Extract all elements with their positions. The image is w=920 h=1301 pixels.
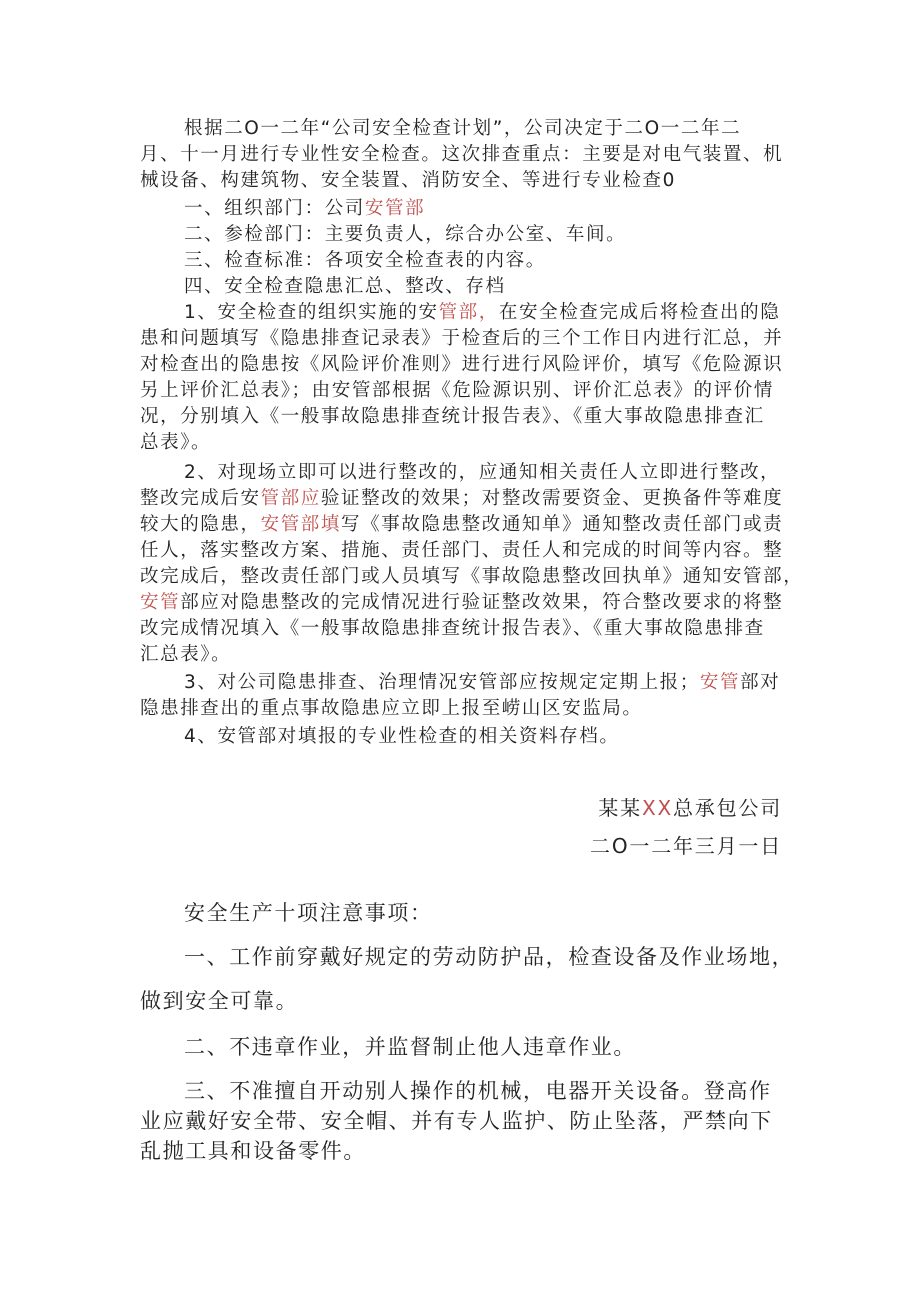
item2-line-2: [140, 486, 800, 512]
notes-title: 安全生产十项注意事项：: [184, 901, 433, 925]
intro-line-3: 械设备、构建筑物、安全装置、消防安全、等进行专业检查0: [140, 170, 676, 191]
item3-l1-highlight: 安管: [699, 672, 741, 693]
note3-line-3: 乱抛工具和设备零件。: [140, 1139, 366, 1163]
item2-line-1: 2、对现场立即可以进行整改的，应通知相关责任人立即进行整改，: [184, 462, 781, 483]
item3-line-2: 隐患排查出的重点事故隐患应立即上报至崂山区安监局。: [140, 698, 643, 719]
org-highlight: 安管部: [364, 198, 426, 219]
item2-l2-a: 整改完成后安: [140, 488, 261, 509]
company-prefix: 某某: [598, 796, 642, 820]
item1-text-a: 1、安全检查的组织实施的安: [184, 302, 439, 323]
org-prefix: 一、组织部门：公司: [184, 198, 365, 219]
item3-line-1: [184, 670, 800, 696]
item2-l3-a: 较大的隐患，: [140, 514, 261, 535]
item3-l1-a: 3、对公司隐患排查、治理情况安管部应按规定定期上报；: [184, 672, 700, 693]
participants: 二、参检部门：主要负责人，综合办公室、车间。: [184, 224, 627, 245]
item1-line-4: 另上评价汇总表》；由安管部根据《危险源识别、评价汇总表》的评价情: [140, 380, 774, 401]
item2-l3-b: 写《事故隐患整改通知单》通知整改责任部门或责: [341, 514, 784, 535]
note1-line-2: 做到安全可靠。: [140, 989, 299, 1013]
standard: 三、检查标准：各项安全检查表的内容。: [184, 250, 546, 271]
item2-l6-highlight: 安管: [140, 592, 181, 613]
note2: 二、不违章作业，并监督制止他人违章作业。: [184, 1035, 636, 1059]
item2-line-7: 改完成情况填入《一般事故隐患排查统计报告表》、《重大事故隐患排查: [140, 618, 765, 639]
item2-line-4: 任人，落实整改方案、措施、责任部门、责任人和完成的时间等内容。整: [140, 540, 784, 561]
item1-line-2: 患和问题填写《隐患排查记录表》于检查后的三个工作日内进行汇总，并: [140, 328, 784, 349]
item1-line-3: 对检查出的隐患按《风险评价准则》进行进行风险评价，填写《危险源识: [140, 354, 784, 375]
item1-highlight: 管部，: [438, 302, 499, 323]
note3-line-1: 三、不准擅自开动别人操作的机械，电器开关设备。登高作: [184, 1079, 772, 1103]
note1-line-1: 一、工作前穿戴好规定的劳动防护品，检查设备及作业场地，: [184, 945, 795, 969]
item2-l2-b: 验证整改的效果；对整改需要资金、更换备件等难度: [320, 488, 784, 509]
item3-l1-b: 部对: [740, 672, 781, 693]
item1-line-5: 况，分别填入《一般事故隐患排查统计报告表》、《重大事故隐患排查汇: [140, 406, 765, 427]
intro-line-1: 根据二O一二年“公司安全检查计划”，公司决定于二O一二年二: [184, 118, 742, 139]
item2-line-8: 汇总表》。: [140, 644, 232, 665]
company-highlight: XX: [641, 796, 673, 820]
item4: 4、安管部对填报的专业性检查的相关资料存档。: [184, 726, 620, 747]
note3-line-2: 业应戴好安全带、安全帽、并有专人监护、防止坠落，严禁向下: [140, 1109, 773, 1133]
signature-date: 二O一二年三月一日: [590, 834, 782, 858]
item2-line-5: 改完成后，整改责任部门或人员填写《事故隐患整改回执单》通知安管部，: [140, 566, 804, 587]
company-signature: [598, 794, 782, 822]
intro-line-2: 月、十一月进行专业性安全检查。这次排查重点：主要是对电气装置、机: [140, 144, 784, 165]
item2-l6-b: 部应对隐患整改的完成情况进行验证整改效果，符合整改要求的将整: [180, 592, 784, 613]
item1-line-6: 总表》。: [140, 432, 212, 453]
item1-line-1: [184, 300, 800, 326]
item2-l2-highlight: 管部应: [260, 488, 321, 509]
company-suffix: 总承包公司: [673, 796, 782, 820]
section4-title: 四、安全检查隐患汇总、整改、存档: [184, 276, 506, 297]
org-department: [184, 196, 800, 222]
item2-line-6: [140, 590, 800, 616]
item2-l3-highlight: 安管部填: [260, 514, 342, 535]
item1-text-b: 在安全检查完成后将检查出的隐: [498, 302, 781, 323]
item2-line-3: [140, 512, 800, 538]
